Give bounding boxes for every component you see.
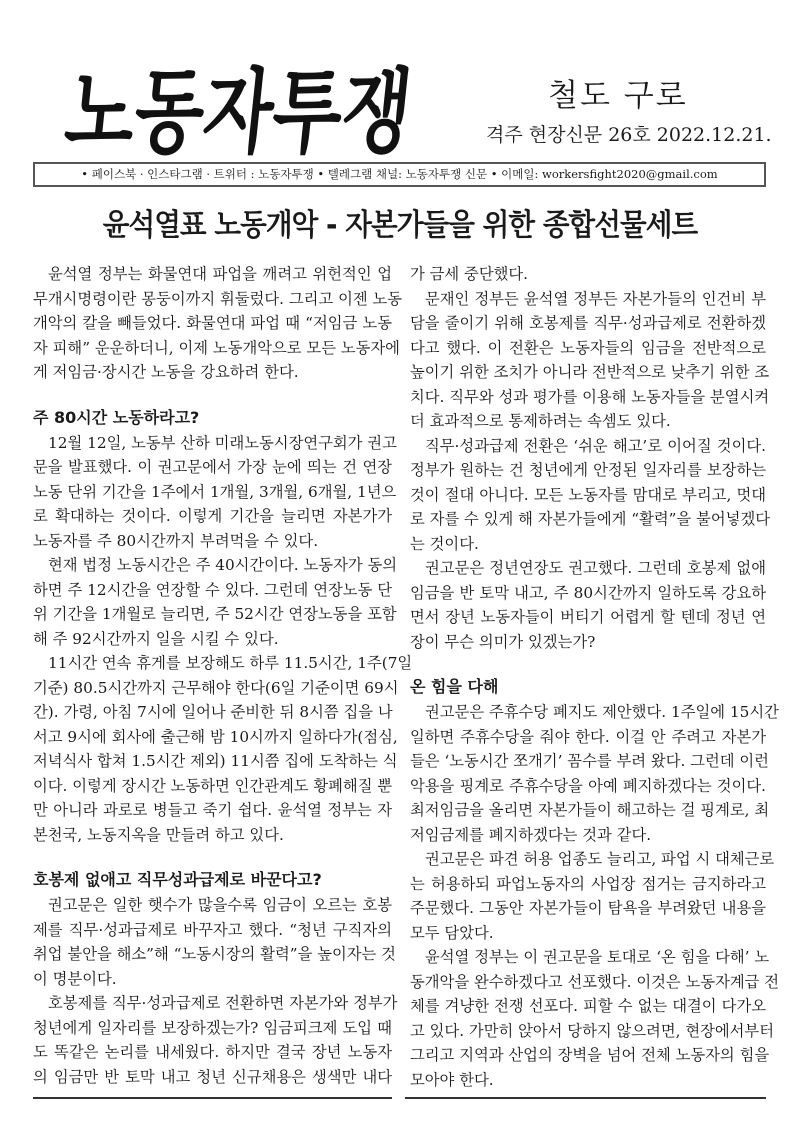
paragraph-line: 높이기 위한 조치가 아니라 전반적으로 낮추기 위한 조 xyxy=(410,363,770,381)
paragraph-line: 게 저임금·장시간 노동을 강요하려 한다. xyxy=(33,363,299,381)
paragraph-line: 문재인 정부든 윤석열 정부든 자본가들의 인건비 부 xyxy=(425,289,766,308)
edition-label: 철도 구로 xyxy=(548,78,688,114)
paragraph-line: 간). 가령, 아침 7시에 일어나 준비한 뒤 8시쯤 집을 나 xyxy=(33,703,393,721)
paragraph-line: 정부가 원하는 건 청년에게 안정된 일자리를 보장하는 xyxy=(410,461,766,479)
paragraph-line: 면서 장년 노동자들이 버티기 어렵게 할 텐데 정년 연 xyxy=(410,608,766,626)
paragraph-line: 하면 주 12시간을 연장할 수 있다. 그런데 연장노동 단 xyxy=(33,580,392,599)
paragraph-line: 취업 불안을 해소”해 “노동시장의 활력”을 높이자는 것 xyxy=(33,945,396,963)
paragraph-line: 의 임금만 반 토막 내고 청년 신규채용은 생색만 내다 xyxy=(33,1067,392,1086)
paragraph-line: 노동자를 주 80시간까지 부려먹을 수 있다. xyxy=(33,531,319,550)
article-headline: 윤석열표 노동개악 - 자본가들을 위한 종합선물세트 xyxy=(102,208,698,243)
paragraph-line: 것이 절대 아니다. 모든 노동자를 맘대로 부리고, 멋대 xyxy=(410,485,766,504)
paragraph-line: 모두 담았다. xyxy=(410,923,494,942)
paragraph-line: 제를 직무·성과급제로 바꾸자고 했다. “청년 구직자의 xyxy=(33,920,392,939)
paragraph-line: 이 명분이다. xyxy=(33,969,117,988)
paragraph-line: 장이 무슨 의미가 있겠는가? xyxy=(410,632,596,651)
paragraph-line: 만 아니라 과로로 병들고 죽기 쉽다. 윤석열 정부는 자 xyxy=(33,801,392,819)
section-heading: 온 힘을 다해 xyxy=(410,677,499,696)
paragraph-line: 기준) 80.5시간까지 근무해야 한다(6일 기준이면 69시 xyxy=(33,678,399,697)
paragraph-line: 담을 줄이기 위해 호봉제를 직무·성과급제로 전환하겠 xyxy=(410,314,766,332)
paragraph-line: 최저임금을 올리면 자본가들이 해고하는 걸 핑계로, 최 xyxy=(410,801,770,819)
paragraph-line: 자 피해” 운운하더니, 이제 노동개악으로 모든 노동자에 xyxy=(33,338,400,357)
paragraph-line: 저녁식사 합쳐 1.5시간 제외) 11시쯤 집에 도착하는 식 xyxy=(33,752,398,770)
paragraph-line: 11시간 연속 휴게를 보장해도 하루 11.5시간, 1주(7일 xyxy=(48,654,413,672)
paragraph-line: 호봉제를 직무·성과급제로 전환하면 자본가와 정부가 xyxy=(48,994,398,1012)
paragraph-line: 권고문은 정년연장도 권고했다. 그런데 호봉제 없애 xyxy=(425,559,766,577)
logo-brush-lettering xyxy=(60,56,517,166)
paragraph-line: 체를 겨냥한 전쟁 선포다. 피할 수 없는 대결이 다가오 xyxy=(410,997,766,1015)
paragraph-line: 더 효과적으로 통제하려는 속셈도 있다. xyxy=(410,412,671,430)
paragraph-line: 는 허용하되 파업노동자의 사업장 점거는 금지하라고 xyxy=(410,874,766,893)
logo-text: 노동자투쟁 xyxy=(60,57,517,166)
paragraph-line: 도 똑같은 논리를 내세웠다. 하지만 결국 장년 노동자 xyxy=(33,1043,392,1061)
paragraph-line: 동개악을 완수하겠다고 선포했다. 이것은 노동자계급 전 xyxy=(410,972,780,991)
issue-info: 격주 현장신문 26호 2022.12.21. xyxy=(486,124,772,146)
paragraph-line: 직무·성과급제 전환은 ‘쉬운 해고’로 이어질 것이다. xyxy=(425,436,766,455)
contact-bar: • 페이스북 · 인스타그램 · 트위터 : 노동자투쟁 • 텔레그램 채널: 노동자투쟁 신문 • 이메일: workersfight2020@gmail.com xyxy=(33,162,766,187)
paragraph-line: 모아야 한다. xyxy=(410,1070,494,1089)
paragraph-line: 그리고 지역과 산업의 장벽을 넘어 전체 노동자의 힘을 xyxy=(410,1046,770,1064)
paragraph-line: 다고 했다. 이 전환은 노동자들의 임금을 전반적으로 xyxy=(410,338,766,357)
paragraph-line: 서고 9시에 회사에 출근해 밤 10시까지 일하다가(점심, xyxy=(33,727,398,746)
paragraph-line: 해 주 92시간까지 일을 시킬 수 있다. xyxy=(33,629,279,648)
paragraph-line: 로 확대하는 것이다. 이렇게 기간을 늘리면 자본가가 xyxy=(33,507,392,525)
paragraph-line: 가 금세 중단했다. xyxy=(410,265,529,283)
paragraph-line: 임금을 반 토막 내고, 주 80시간까지 일하도록 강요하 xyxy=(410,583,766,602)
paragraph-line: 윤석열 정부는 이 권고문을 토대로 ‘온 힘을 다해’ 노 xyxy=(425,948,770,966)
paragraph-line: 청년에게 일자리를 보장하겠는가? 임금피크제 도입 때 xyxy=(33,1018,392,1037)
paragraph-line: 고 있다. 가만히 앉아서 당하지 않으려면, 현장에서부터 xyxy=(410,1021,774,1040)
article-column-left xyxy=(33,262,413,1089)
paragraph-line: 무개시명령이란 몽둥이까지 휘둘렀다. 그리고 이젠 노동 xyxy=(33,289,403,308)
paragraph-line: 권고문은 일한 햇수가 많을수록 임금이 오르는 호봉 xyxy=(48,896,392,914)
paragraph-line: 문을 발표했다. 이 권고문에서 가장 눈에 띄는 건 연장 xyxy=(33,458,392,476)
article-column-right xyxy=(410,262,780,1092)
section-heading: 호봉제 없애고 직무성과급제로 바꾼다고? xyxy=(33,870,322,889)
section-heading: 주 80시간 노동하라고? xyxy=(33,407,200,427)
paragraph-line: 로 자를 수 있게 해 자본가들에게 “활력”을 불어넣겠다 xyxy=(410,510,770,528)
paragraph-line: 권고문은 주휴수당 폐지도 제안했다. 1주일에 15시간 xyxy=(425,703,779,721)
paragraph-line: 이다. 이렇게 장시간 노동하면 인간관계도 황폐해질 뿐 xyxy=(33,776,393,795)
paragraph-line: 12월 12일, 노동부 산하 미래노동시장연구회가 권고 xyxy=(48,433,397,452)
masthead-logo xyxy=(60,56,517,166)
paragraph-line: 는 것이다. xyxy=(410,534,479,553)
paragraph-line: 현재 법정 노동시간은 주 40시간이다. 노동자가 동의 xyxy=(48,556,398,574)
paragraph-line: 들은 ‘노동시간 쪼개기’ 꼼수를 부려 왔다. 그런데 이런 xyxy=(410,752,769,770)
column-end-rule-right xyxy=(405,1097,766,1099)
paragraph-line: 위 기간을 1개월로 늘리면, 주 52시간 연장노동을 포함 xyxy=(33,605,397,623)
paragraph-line: 주문했다. 그동안 자본가들이 탐욕을 부려왔던 내용을 xyxy=(410,899,766,917)
paragraph-line: 악용을 핑계로 주휴수당을 아예 폐지하겠다는 것이다. xyxy=(410,776,766,795)
paragraph-line: 권고문은 파견 허용 업종도 늘리고, 파업 시 대체근로 xyxy=(425,850,775,868)
paragraph-line: 저임금제를 폐지하겠다는 것과 같다. xyxy=(410,825,652,844)
paragraph-line: 개악의 칼을 빼들었다. 화물연대 파업 때 “저임금 노동 xyxy=(33,314,392,332)
paragraph-line: 치다. 직무와 성과 평가를 이용해 노동자들을 분열시켜 xyxy=(410,387,770,406)
paragraph-line: 윤석열 정부는 화물연대 파업을 깨려고 위헌적인 업 xyxy=(48,265,392,283)
paragraph-line: 노동 단위 기간을 1주에서 1개월, 3개월, 6개월, 1년으 xyxy=(33,482,397,501)
column-end-rule-left xyxy=(33,1097,392,1099)
paragraph-line: 일하면 주휴수당을 줘야 한다. 이걸 안 주려고 자본가 xyxy=(410,727,766,746)
paragraph-line: 본천국, 노동지옥을 만들려 하고 있다. xyxy=(33,825,284,844)
